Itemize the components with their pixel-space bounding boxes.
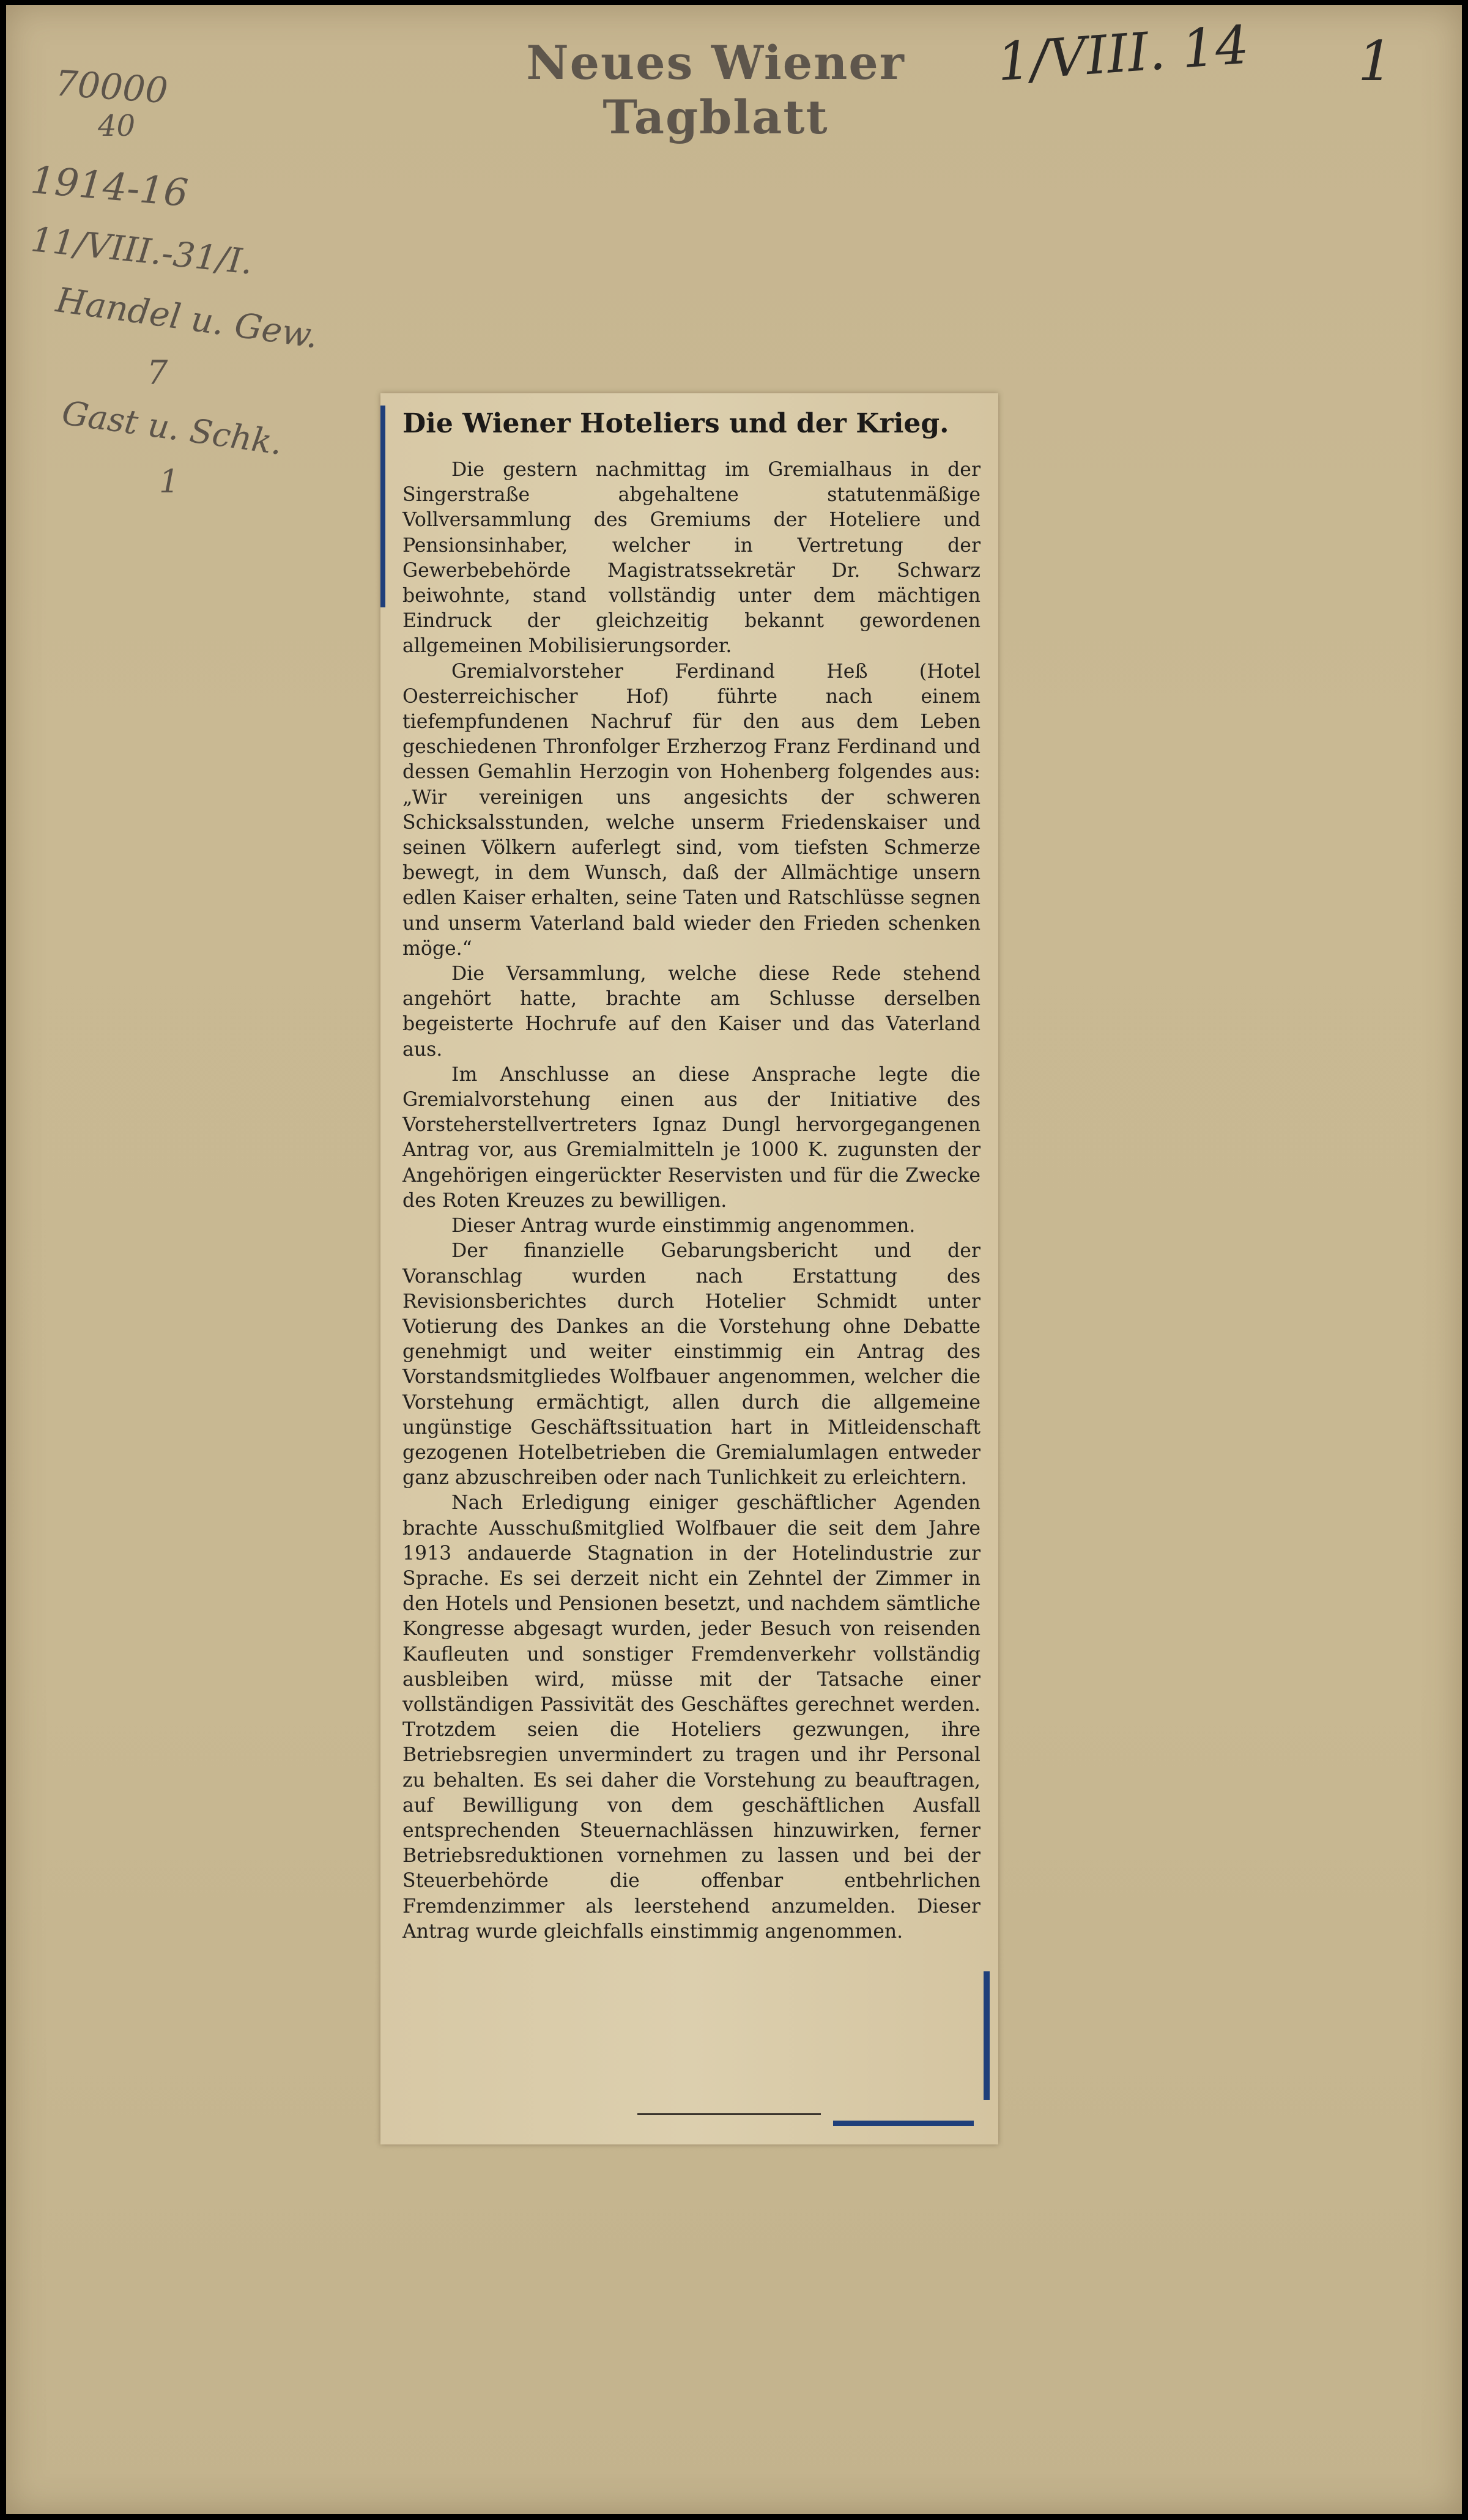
- article-paragraph: Im Anschlusse an diese Ansprache legte die Gremialvorstehung einen aus der Initiative des Vorsteherstellvertreters Ignaz Dungl hervorgegangenen Antrag vor, aus Gremialmitteln je 1000 K. zugunsten der Angehörigen eingerückter Reservisten und für die Zwecke des Roten Kreuzes zu bewilligen.: [402, 1063, 981, 1212]
- newspaper-clipping: [380, 393, 998, 2144]
- article-headline: Die Wiener Hoteliers und der Krieg.: [402, 408, 949, 439]
- article-paragraph: Gremialvorsteher Ferdinand Heß (Hotel Oesterreichischer Hof) führte nach einem tiefempfundenen Nachruf für den aus dem Leben geschiedenen Thronfolger Erzherzog Franz Ferdinand und dessen Gemahlin Herzogin von Hohenberg folgendes aus: „Wir vereinigen uns angesichts der schweren Schicksalsstunden, welche unserm Friedenskaiser und seinen Völkern auferlegt sind, vom tiefsten Schmerze bewegt, in dem Wunsch, daß der Allmächtige unsern edlen Kaiser erhalten, seine Taten und Ratschlüsse segnen und unserm Vaterland bald wieder den Frieden schenken möge.“: [402, 660, 981, 960]
- article-body: [402, 458, 981, 1944]
- article-paragraph: Die Versammlung, welche diese Rede stehend angehört hatte, brachte am Schlusse derselben begeisterte Hochrufe auf den Kaiser und das Vaterland aus.: [402, 963, 981, 1061]
- end-rule: [637, 2113, 821, 2115]
- margin-note: 70000: [53, 62, 169, 112]
- article-paragraph: Nach Erledigung einiger geschäftlicher Agenden brachte Ausschußmitglied Wolfbauer die seit dem Jahre 1913 andauerde Stagnation in der Hotelindustrie zur Sprache. Es sei derzeit nicht ein Zehntel der Zimmer in den Hotels und Pensionen besetzt, und nachdem sämtliche Kongresse abgesagt wurden, jeder Besuch von reisenden Kaufleuten und sonstiger Fremdenverkehr vollständig ausbleiben wird, müsse mit der Tatsache einer vollständigen Passivität des Geschäftes gerechnet werden. Trotzdem seien die Hoteliers gezwungen, ihre Betriebsregien unvermindert zu tragen und ihr Personal zu behalten. Es sei daher die Vorstehung zu beauftragen, auf Bewilligung von dem geschäftlichen Ausfall entsprechenden Steuernachlässen hinzuwirken, ferner Betriebsreduktionen vornehmen zu lassen und bei der Steuerbehörde die offenbar entbehrlichen Fremdenzimmer als leerstehend anzumelden. Dieser Antrag wurde gleichfalls einstimmig angenommen.: [402, 1492, 981, 1943]
- handwritten-date: 1/VIII. 14: [995, 14, 1251, 94]
- newspaper-masthead: Neues Wiener Tagblatt: [526, 35, 905, 144]
- margin-note: 1914-16: [29, 157, 190, 216]
- article-paragraph: Der finanzielle Gebarungsbericht und der Voranschlag wurden nach Erstattung des Revisionsberichtes durch Hotelier Schmidt unter Votierung des Dankes an die Vorstehung ohne Debatte genehmigt und weiter einstimmig ein Antrag des Vorstandsmitgliedes Wolfbauer angenommen, welcher die Vorstehung ermächtigt, allen durch die allgemeine ungünstige Geschäftssituation hart in Mitleidenschaft gezogenen Hotelbetrieben die Gremialumlagen entweder ganz abzuschreiben oder nach Tunlichkeit zu erleichtern.: [402, 1240, 981, 1489]
- margin-note: 11/VIII.-31/I.: [29, 220, 255, 283]
- margin-note: Handel u. Gew.: [53, 280, 321, 357]
- pencil-mark: [380, 406, 385, 607]
- margin-note: 40: [98, 109, 136, 143]
- margin-note: Gast u. Schk.: [59, 393, 285, 462]
- article-paragraph: Die gestern nachmittag im Gremialhaus in der Singerstraße abgehaltene statutenmäßige Vollversammlung des Gremiums der Hoteliere und Pensionsinhaber, welcher in Vertretung der Gewerbebehörde Magistratssekretär Dr. Schwarz beiwohnte, stand vollständig unter dem mächtigen Eindruck der gleichzeitig bekannt gewordenen allgemeinen Mobilisierungsorder.: [402, 459, 981, 658]
- margin-note: 7: [147, 354, 168, 392]
- margin-note: 1: [159, 464, 180, 500]
- handwritten-page-number: 1: [1358, 29, 1393, 94]
- archive-sheet: [6, 5, 1462, 2514]
- article-paragraph: Dieser Antrag wurde einstimmig angenommen.: [451, 1215, 916, 1237]
- pencil-mark: [833, 2121, 974, 2126]
- pencil-mark: [984, 1971, 990, 2100]
